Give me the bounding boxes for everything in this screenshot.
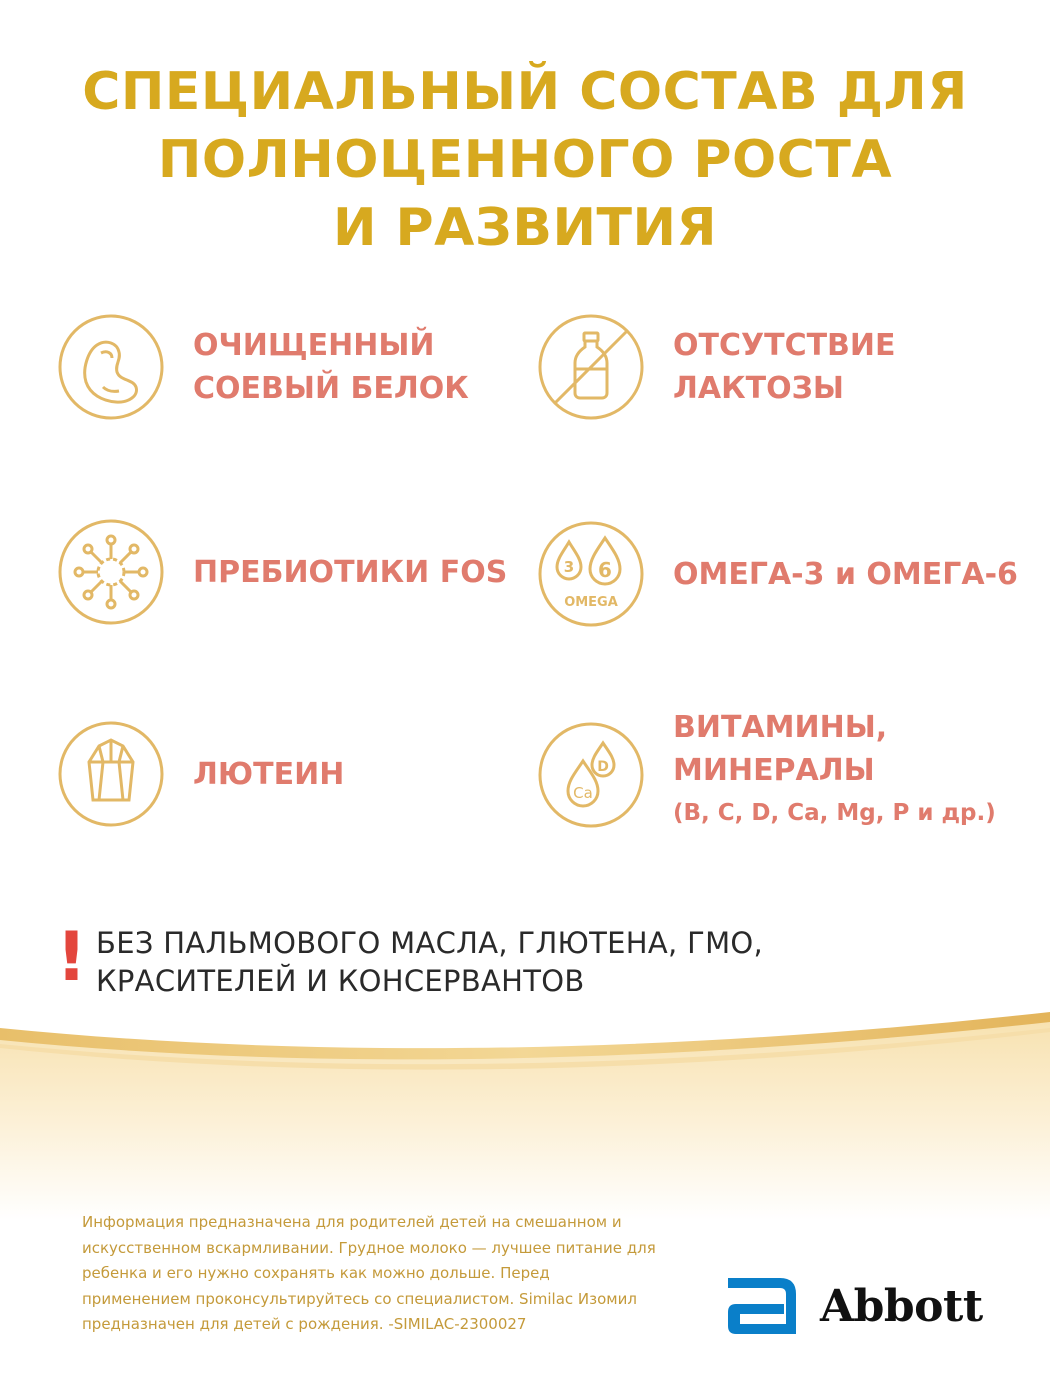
feature-no-lactose — [537, 313, 896, 421]
feature-lutein-line-1: ЛЮТЕИН — [193, 756, 345, 792]
feature-omega — [537, 520, 1018, 628]
feature-soy-line-2: СОЕВЫЙ БЕЛОК — [193, 371, 469, 406]
vitamin-d-glyph: D — [597, 758, 609, 775]
feature-omega-line-1: ОМЕГА-3 и ОМЕГА-6 — [673, 556, 1018, 592]
omega-6-glyph: 6 — [598, 558, 612, 582]
vitamin-drops-icon — [537, 721, 645, 829]
warning-block — [56, 918, 764, 1000]
abbott-logo-mark-icon — [722, 1272, 804, 1340]
abbott-logo — [722, 1272, 983, 1340]
no-milk-bottle-icon — [537, 313, 645, 421]
warning-line-2: КРАСИТЕЛЕЙ И КОНСЕРВАНТОВ — [96, 964, 585, 998]
feature-lactose-line-2: ЛАКТОЗЫ — [673, 371, 845, 406]
feature-vitamins-label — [673, 706, 996, 835]
feature-prebiotics — [57, 518, 507, 626]
exclamation-icon: ! — [56, 918, 88, 997]
molecule-icon — [57, 518, 165, 626]
feature-lutein-label — [193, 753, 344, 796]
feature-soy-protein — [57, 313, 469, 421]
soybean-icon — [57, 313, 165, 421]
page-title — [0, 58, 1050, 262]
title-line-2: ПОЛНОЦЕННОГО РОСТА — [157, 130, 893, 190]
feature-soy-line-1: ОЧИЩЕННЫЙ — [193, 328, 435, 363]
feature-vitamins-line-2: МИНЕРАЛЫ — [673, 753, 875, 788]
title-line-3: И РАЗВИТИЯ — [332, 198, 718, 258]
feature-vitamins-line-1: ВИТАМИНЫ, — [673, 710, 888, 745]
omega-drops-icon — [537, 520, 645, 628]
feature-lactose-label — [673, 324, 896, 410]
decorative-wave — [0, 1000, 1050, 1220]
feature-vitamins-line-3: (B, C, D, Ca, Mg, P и др.) — [673, 800, 996, 826]
warning-text — [96, 924, 763, 1000]
feature-prebiotics-label — [193, 551, 507, 594]
omega-word-glyph: OMEGA — [564, 595, 618, 610]
title-line-1: СПЕЦИАЛЬНЫЙ СОСТАВ ДЛЯ — [82, 62, 968, 122]
feature-vitamins — [537, 706, 996, 835]
feature-omega-label — [673, 553, 1018, 596]
feature-prebiotics-line-1: ПРЕБИОТИКИ FOS — [193, 554, 508, 590]
feature-lactose-line-1: ОТСУТСТВИЕ — [673, 328, 896, 363]
omega-3-glyph: 3 — [563, 558, 575, 576]
feature-lutein — [57, 720, 344, 828]
calcium-glyph: Ca — [573, 783, 593, 802]
abbott-logo-text: Abbott — [820, 1280, 983, 1332]
feature-soy-label — [193, 324, 469, 410]
disclaimer-text: Информация предназначена для родителей детей на смешанном и искусственном вскармливании. Грудное молоко — лучшее питание для ребенка и его нужно сохранять как можно дольше. Перед применением проконсультируйтесь со специалистом. Similac Изомил предназначен для детей с рождения. -SIMILAC-2300027 — [82, 1213, 656, 1333]
crystal-icon — [57, 720, 165, 828]
warning-line-1: БЕЗ ПАЛЬМОВОГО МАСЛА, ГЛЮТЕНА, ГМО, — [96, 926, 764, 960]
